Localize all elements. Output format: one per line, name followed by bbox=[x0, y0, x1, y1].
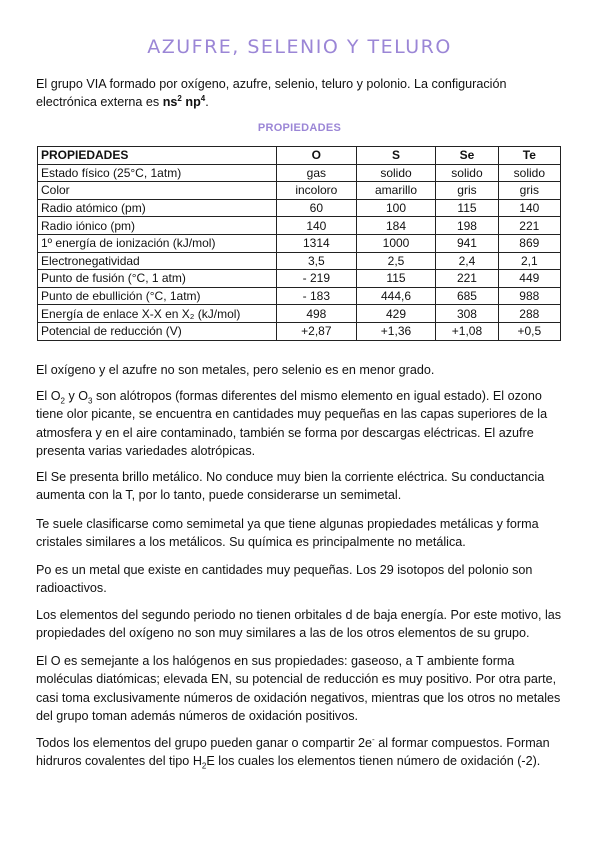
text-run: Todos los elementos del grupo pueden ganar o compartir 2e bbox=[36, 736, 373, 750]
table-cell: - 183 bbox=[277, 287, 357, 305]
subscript: 2 bbox=[60, 396, 65, 406]
table-cell: - 219 bbox=[277, 270, 357, 288]
table-cell: 100 bbox=[356, 199, 436, 217]
paragraph-polonium: Po es un metal que existe en cantidades muy pequeñas. Los 29 isotopos del polonio son radioactivos. bbox=[36, 563, 533, 596]
config-ns-exponent: 2 bbox=[177, 93, 182, 103]
text-run: al formar compuestos. Forman hidruros covalentes del tipo H bbox=[36, 736, 550, 769]
table-cell: solido bbox=[498, 164, 560, 182]
table-cell: 429 bbox=[356, 305, 436, 323]
row-label: Radio iónico (pm) bbox=[38, 217, 277, 235]
table-cell: +0,5 bbox=[498, 322, 560, 340]
intro-text: El grupo VIA formado por oxígeno, azufre, selenio, teluro y polonio. La configuración electrónica externa es bbox=[36, 77, 507, 109]
row-label: Energía de enlace X-X en X₂ (kJ/mol) bbox=[38, 305, 277, 323]
paragraph-selenium: El Se presenta brillo metálico. No conduce muy bien la corriente eléctrica. Su conductancia aumenta con la T, por lo tanto, puede considerarse un semimetal. bbox=[36, 470, 545, 503]
paragraph-second-period: Los elementos del segundo periodo no tienen orbitales d de baja energía. Por este motivo, las propiedades del oxígeno no son muy similares a las de los otros elementos de su grupo. bbox=[36, 608, 562, 641]
table-cell: 685 bbox=[436, 287, 498, 305]
table-cell: 498 bbox=[277, 305, 357, 323]
paragraph-group-compounds bbox=[36, 734, 564, 771]
table-row bbox=[38, 164, 561, 182]
table-row bbox=[38, 322, 561, 340]
table-cell: 869 bbox=[498, 234, 560, 252]
subscript: 3 bbox=[88, 396, 93, 406]
row-label: Punto de ebullición (°C, 1atm) bbox=[38, 287, 277, 305]
table-title: PROPIEDADES bbox=[257, 122, 342, 134]
config-np-exponent: 4 bbox=[200, 93, 206, 103]
table-cell: 140 bbox=[498, 199, 560, 217]
table-cell: +1,08 bbox=[436, 322, 498, 340]
table-row bbox=[38, 217, 561, 235]
table-cell: solido bbox=[356, 164, 436, 182]
table-cell: 1314 bbox=[277, 234, 357, 252]
config-np: np bbox=[181, 95, 201, 109]
table-cell: gris bbox=[436, 182, 498, 200]
header-cell: PROPIEDADES bbox=[38, 147, 277, 165]
table-cell: 449 bbox=[498, 270, 560, 288]
table-cell: 288 bbox=[498, 305, 560, 323]
row-label: Potencial de reducción (V) bbox=[38, 322, 277, 340]
table-cell: amarillo bbox=[356, 182, 436, 200]
table-cell: 3,5 bbox=[277, 252, 357, 270]
table-row bbox=[38, 234, 561, 252]
subscript: 2 bbox=[201, 761, 207, 771]
row-label: Color bbox=[38, 182, 277, 200]
table-cell: 184 bbox=[356, 217, 436, 235]
table-cell: 221 bbox=[436, 270, 498, 288]
table-cell: 115 bbox=[356, 270, 436, 288]
paragraph-oxygen-halogens: El O es semejante a los halógenos en sus propiedades: gaseoso, a T ambiente forma moléculas diatómicas; elevada EN, su potencial de reducción es muy positivo. Por otra parte, casi toma exclusivamente números de oxidación negativos, mientras que los otros no metales del grupo toman además números de oxidación positivos. bbox=[36, 654, 561, 723]
table-cell: 60 bbox=[277, 199, 357, 217]
row-label: Radio atómico (pm) bbox=[38, 199, 277, 217]
table-cell: gas bbox=[277, 164, 357, 182]
table-row bbox=[38, 305, 561, 323]
table-cell: 2,4 bbox=[436, 252, 498, 270]
table-row bbox=[38, 182, 561, 200]
table-cell: 115 bbox=[436, 199, 498, 217]
intro-end: . bbox=[205, 95, 209, 109]
page-title: AZUFRE, SELENIO Y TELURO bbox=[147, 36, 452, 58]
table-cell: 198 bbox=[436, 217, 498, 235]
intro-paragraph bbox=[36, 75, 566, 111]
table-row bbox=[38, 252, 561, 270]
table-row bbox=[38, 287, 561, 305]
header-cell: Se bbox=[436, 147, 498, 165]
text-run: y O bbox=[64, 389, 89, 403]
table-cell: 941 bbox=[436, 234, 498, 252]
table-cell: solido bbox=[436, 164, 498, 182]
table-cell: incoloro bbox=[277, 182, 357, 200]
header-cell: S bbox=[356, 147, 436, 165]
paragraph-tellurium: Te suele clasificarse como semimetal ya que tiene algunas propiedades metálicas y forma cristales similares a los metálicos. Su química es principalmente no metálica. bbox=[36, 517, 539, 550]
row-label: Estado físico (25°C, 1atm) bbox=[38, 164, 277, 182]
row-label: Punto de fusión (°C, 1 atm) bbox=[38, 270, 277, 288]
table-cell: 444,6 bbox=[356, 287, 436, 305]
table-cell: 2,1 bbox=[498, 252, 560, 270]
text-run: son alótropos (formas diferentes del mismo elemento en igual estado). El ozono tiene olor picante, se encuentra en cantidades muy pequeñas en las capas superiores de la atmosfera y en el aire contaminado, también se forma por descargas eléctricas. El azufre presenta varias variedades alotrópicas. bbox=[36, 389, 548, 458]
table-cell: 988 bbox=[498, 287, 560, 305]
paragraph-allotropes bbox=[36, 387, 564, 460]
superscript: - bbox=[372, 734, 375, 744]
table-cell: 1000 bbox=[356, 234, 436, 252]
table-row bbox=[38, 199, 561, 217]
header-cell: O bbox=[277, 147, 357, 165]
table-cell: 308 bbox=[436, 305, 498, 323]
config-ns: ns bbox=[162, 95, 178, 109]
row-label: 1º energía de ionización (kJ/mol) bbox=[38, 234, 277, 252]
table-cell: +1,36 bbox=[356, 322, 436, 340]
table-cell: 2,5 bbox=[356, 252, 436, 270]
table-header-row bbox=[38, 147, 561, 165]
table-cell: 140 bbox=[277, 217, 357, 235]
table-cell: gris bbox=[498, 182, 560, 200]
text-run: E los cuales los elementos tienen número de oxidación (-2). bbox=[206, 754, 541, 769]
header-cell: Te bbox=[498, 147, 560, 165]
paragraph-nonmetals: El oxígeno y el azufre no son metales, pero selenio es en menor grado. bbox=[36, 363, 435, 377]
row-label: Electronegatividad bbox=[38, 252, 277, 270]
properties-table bbox=[37, 146, 561, 341]
table-row bbox=[38, 270, 561, 288]
table-cell: +2,87 bbox=[277, 322, 357, 340]
text-run: El O bbox=[36, 389, 61, 403]
table-cell: 221 bbox=[498, 217, 560, 235]
